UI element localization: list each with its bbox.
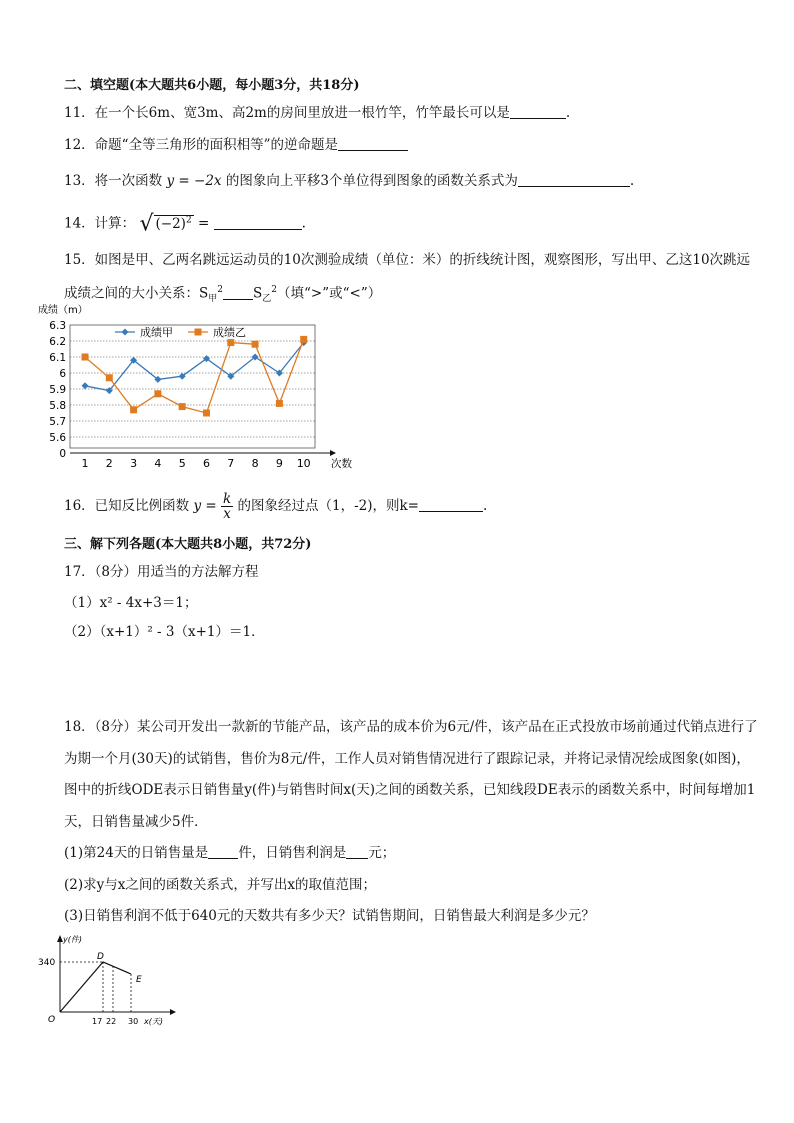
x-axis-arrow-icon [330, 450, 336, 456]
question-17-part-2: （2）（x+1）² - 3（x+1）＝1． [64, 624, 265, 640]
question-18-line-1: 18．（8分）某公司开发出一款新的节能产品，该产品的成本价为6元/件，该产品在正式投放市场前通过代销点进行了 [64, 719, 758, 735]
x-tick-label: 2 [105, 457, 113, 470]
graph-tick-22: 22 [106, 1017, 117, 1026]
sales-function-graph [30, 932, 180, 1032]
data-point-yi [227, 339, 234, 346]
sqrt-icon: √ [139, 211, 154, 237]
x-tick-label: 10 [296, 457, 311, 470]
question-11-text: 11．在一个长6m、宽3m、高2m的房间里放进一根竹竿，竹竿最长可以是 [64, 105, 510, 121]
jump-score-line-chart [30, 300, 360, 470]
section-3-heading: 三、解下列各题(本大题共8小题，共72分) [64, 537, 312, 552]
data-point-yi [154, 390, 161, 397]
data-point-jia [82, 382, 89, 389]
answer-blank-14[interactable] [214, 215, 302, 230]
question-14: 14．计算： √ $(-2)^2$ = . [64, 211, 306, 237]
data-point-yi [82, 354, 89, 361]
question-17: 17．（8分）用适当的方法解方程 [64, 564, 259, 580]
y-tick-label: 5.6 [49, 432, 66, 444]
graph-tick-17: 17 [92, 1017, 103, 1026]
answer-blank-11[interactable] [510, 104, 566, 119]
question-12-text: 12．命题“全等三角形的面积相等”的逆命题是 [64, 137, 338, 153]
answer-blank-15[interactable] [223, 285, 253, 300]
x-tick-label: 1 [81, 457, 89, 470]
plot-frame [70, 325, 315, 448]
graph-point-D: D [97, 952, 104, 962]
graph-x-label: x(天) [144, 1017, 163, 1026]
graph-tick-30: 30 [128, 1017, 139, 1026]
answer-blank-18-qty[interactable] [208, 844, 238, 859]
y-tick-label: 5.7 [49, 416, 66, 428]
question-12 [64, 136, 408, 154]
graph-origin: O [48, 1015, 56, 1025]
fraction-k-over-x: $\frac{k}{x}$ [223, 491, 232, 522]
question-18 [64, 712, 764, 933]
y-tick-label: 5.8 [49, 400, 66, 412]
question-14-radicand: $(-2)^2$ [155, 215, 192, 232]
legend-marker-yi [195, 329, 202, 336]
x-axis-label: 次数 [331, 458, 352, 470]
question-18-line-3: 图中的折线ODE表示日销售量y(件)与销售时间x(天)之间的函数关系，已知线段DE表示的函数关系中，时间每增加1 [64, 782, 756, 798]
x-tick-label: 6 [203, 457, 210, 470]
question-13-text-b: 的图象向上平移3个单位得到图象的函数关系式为 [225, 173, 518, 189]
data-point-yi [179, 403, 186, 410]
y-tick-label: 5.9 [49, 384, 66, 396]
x-axis-arrow-icon [170, 1009, 176, 1015]
answer-blank-12[interactable] [338, 136, 408, 151]
x-tick-label: 3 [130, 457, 138, 470]
graph-point-E: E [136, 975, 142, 985]
y-axis-label: 成绩（m） [38, 305, 88, 316]
question-18-line-4: 天，日销售量减少5件． [64, 813, 208, 830]
graph-y-label: y(件) [63, 935, 82, 944]
question-13-equation: y = −2x [166, 173, 222, 189]
y-tick-label: 6.2 [49, 336, 66, 348]
y-tick-label: 0 [59, 448, 66, 460]
series-line-yi [85, 339, 304, 413]
data-point-yi [300, 336, 307, 343]
legend-label: 成绩甲 [140, 326, 173, 339]
x-tick-label: 4 [154, 457, 162, 470]
data-point-yi [203, 410, 210, 417]
x-tick-label: 7 [227, 457, 235, 470]
question-16-text-b: 的图象经过点（1，-2)，则k= [237, 498, 419, 514]
question-18-part-3: (3)日销售利润不低于640元的天数共有多少天？试销售期间，日销售最大利润是多少元？ [64, 908, 595, 924]
legend-label: 成绩乙 [213, 326, 246, 339]
question-16-text-a: 16．已知反比例函数 [64, 498, 190, 514]
answer-blank-18-profit[interactable] [346, 844, 368, 859]
data-point-yi [106, 374, 113, 381]
y-tick-label: 6.3 [49, 320, 66, 332]
x-tick-label: 5 [178, 457, 186, 470]
question-15-line-1: 15．如图是甲、乙两名跳远运动员的10次测验成绩（单位：米）的折线统计图，观察图形，写出甲、乙这10次跳远 [64, 252, 751, 268]
legend-marker-jia [122, 329, 129, 336]
data-point-yi [252, 341, 259, 348]
question-11: 11．在一个长6m、宽3m、高2m的房间里放进一根竹竿，竹竿最长可以是 . [64, 105, 571, 121]
section-2-heading: 二、填空题(本大题共6小题，每小题3分，共18分) [64, 78, 360, 93]
x-tick-label: 9 [275, 457, 283, 470]
question-13: 13．将一次函数 y = −2x 的图象向上平移3个单位得到图象的函数关系式为 . [64, 173, 635, 189]
answer-blank-13[interactable] [518, 172, 630, 187]
question-17-part-1: （1）x² - 4x+3＝1； [64, 595, 198, 611]
graph-tick-340: 340 [38, 958, 56, 968]
answer-blank-16[interactable] [419, 497, 483, 512]
question-14-text: 14．计算： [64, 215, 136, 232]
question-13-text-a: 13．将一次函数 [64, 173, 163, 189]
question-15-line-2: 成绩之间的大小关系：$S_甲^2$ $S_乙^2$（填“>”或“<”） [64, 285, 382, 305]
line-ODE [60, 962, 131, 1012]
data-point-yi [130, 406, 137, 413]
question-16: 16．已知反比例函数 y = $\frac{k}{x}$ 的图象经过点（1，-2)，则k= . [64, 491, 488, 522]
question-18-part-2: (2)求y与x之间的函数关系式，并写出x的取值范围； [64, 876, 376, 893]
x-tick-label: 8 [251, 457, 259, 470]
y-tick-label: 6 [59, 368, 66, 380]
question-18-part-1: (1)第24天的日销售量是 件，日销售利润是 元； [64, 845, 396, 861]
question-18-line-2: 为期一个月(30天)的试销售，售价为8元/件，工作人员对销售情况进行了跟踪记录，并将记录情况绘成图象(如图)， [64, 750, 750, 767]
y-tick-label: 6.1 [49, 352, 66, 364]
data-point-yi [276, 400, 283, 407]
